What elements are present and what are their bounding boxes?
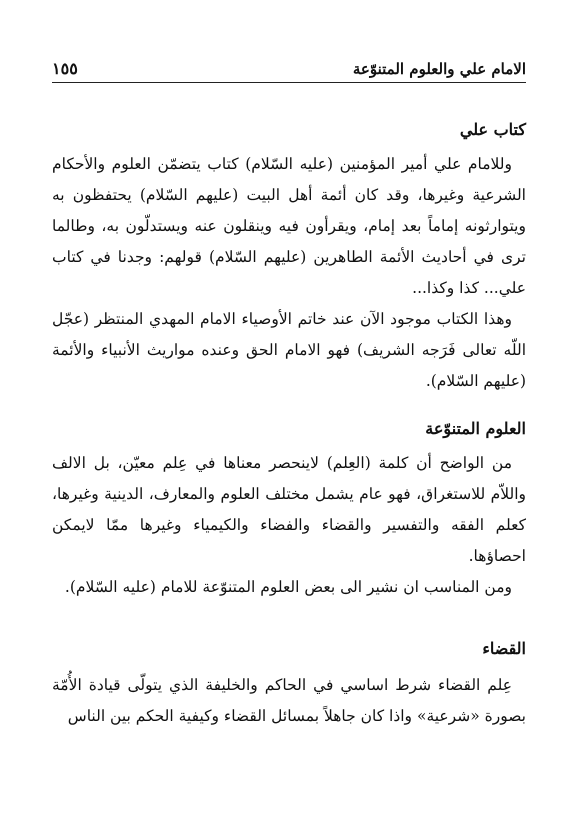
section-title-various-sciences: العلوم المتنوّعة [425, 419, 526, 438]
running-title: الامام علي والعلوم المتنوّعة [352, 60, 526, 78]
paragraph-text: وهذا الكتاب موجود الآن عند خاتم الأوصياء الامام المهدي المنتظر (عجّل اللّه تعالى فَرَجه الشريف) فهو الامام الحق وعنده مواريث الأنبياء والأئمة (عليهم السّلام). [52, 310, 526, 390]
paragraph-text: من الواضح أن كلمة (العِلم) لاينحصر معناها في عِلم معيّن، بل الالف واللاّم للاستغراق، فهو عام يشمل مختلف العلوم والمعارف، الدينية وغيرها، كعلم الفقه والتفسير والقضاء والفضاء والكيمياء وغيرها ممّا لايمكن احصاؤها. [52, 454, 526, 565]
page-number: ١٥٥ [52, 59, 78, 78]
page-body [52, 118, 526, 732]
paragraph-text: ومن المناسب ان نشير الى بعض العلوم المتنوّعة للامام (عليه السّلام). [64, 578, 512, 596]
paragraph-text: عِلم القضاء شرط اساسي في الحاكم والخليفة الذي يتولّى قيادة الأُمّة بصورة «شرعية» واذا كان جاهلاً بمسائل القضاء وكيفية الحكم بين الناس [52, 676, 526, 725]
paragraph [52, 572, 526, 603]
paragraph-text: وللامام علي أمير المؤمنين (عليه السّلام) كتاب يتضمّن العلوم والأحكام الشرعية وغيرها، وقد كان أئمة أهل البيت (عليهم السّلام) يحتفظون به ويتوارثونه إماماً بعد إمام، ويقرأون فيه وينقلون عنه ويستدلّون به، وطالما ترى في أحاديث الأئمة الطاهرين (عليهم السّلام) قولهم: وجدنا في كتاب علي... كذا وكذا... [52, 155, 526, 297]
page-header [52, 48, 526, 83]
section-title-kitab-ali: كتاب علي [459, 120, 526, 139]
paragraph [52, 670, 526, 732]
paragraph [52, 304, 526, 397]
paragraph [52, 149, 526, 304]
section-title-judiciary: القضاء [482, 639, 526, 658]
paragraph [52, 448, 526, 572]
